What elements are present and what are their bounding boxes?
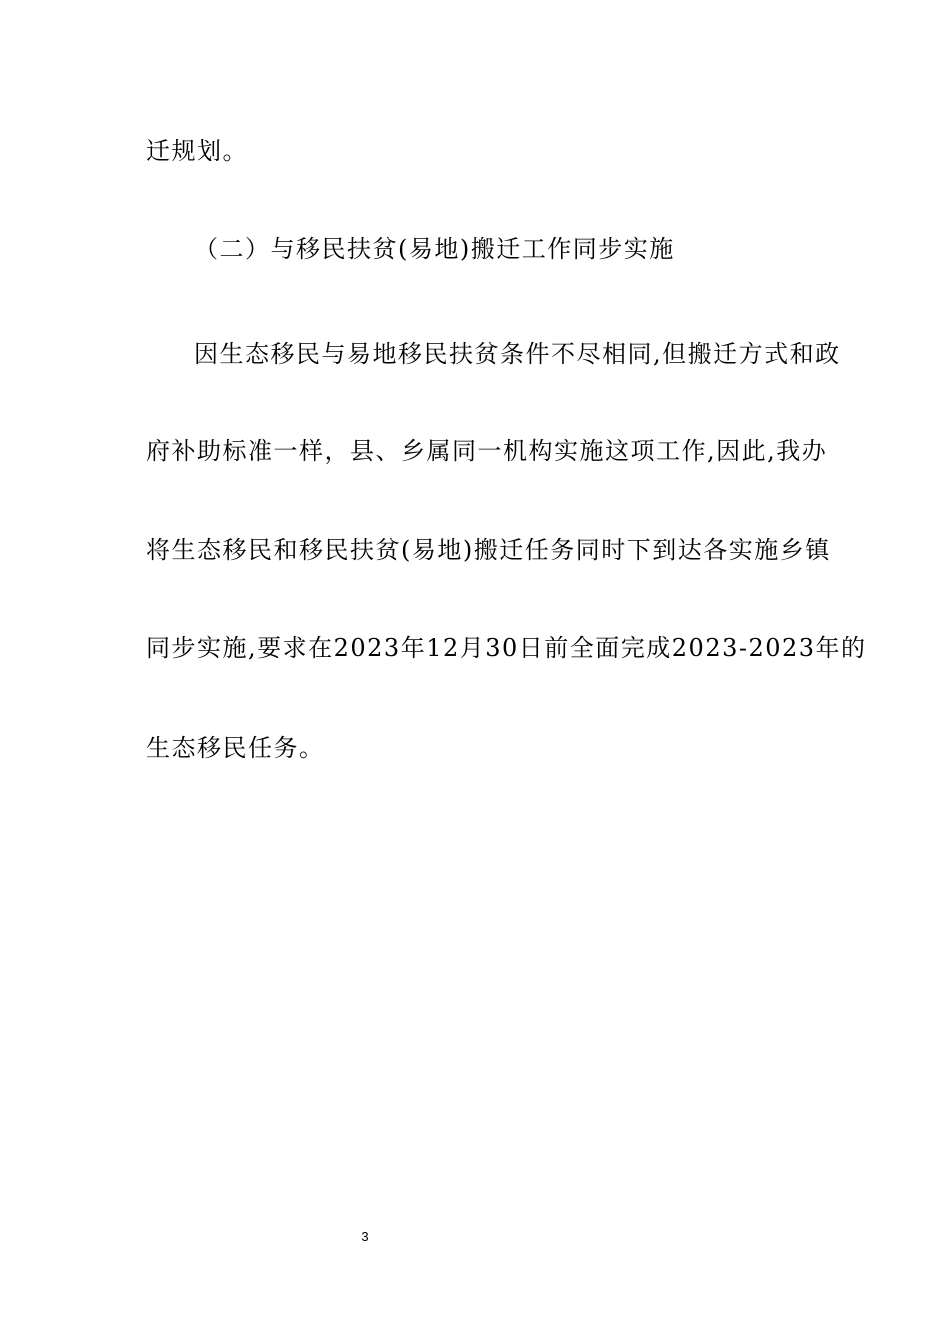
paragraph-line: 迁规划。 [146,137,248,165]
paragraph-line: 府补助标准一样，县、乡属同一机构实施这项工作,因此,我办 [146,437,828,465]
paragraph-line: 因生态移民与易地移民扶贫条件不尽相同,但搬迁方式和政 [194,340,841,368]
paragraph-line: 生态移民任务。 [146,734,325,762]
paragraph-line: 将生态移民和移民扶贫(易地)搬迁任务同时下到达各实施乡镇 [146,536,831,564]
paragraph-line: 同步实施,要求在2023年12月30日前全面完成2023-2023年的 [146,634,867,662]
section-heading: （二）与移民扶贫(易地)搬迁工作同步实施 [194,235,675,263]
page-number: 3 [361,1229,369,1244]
